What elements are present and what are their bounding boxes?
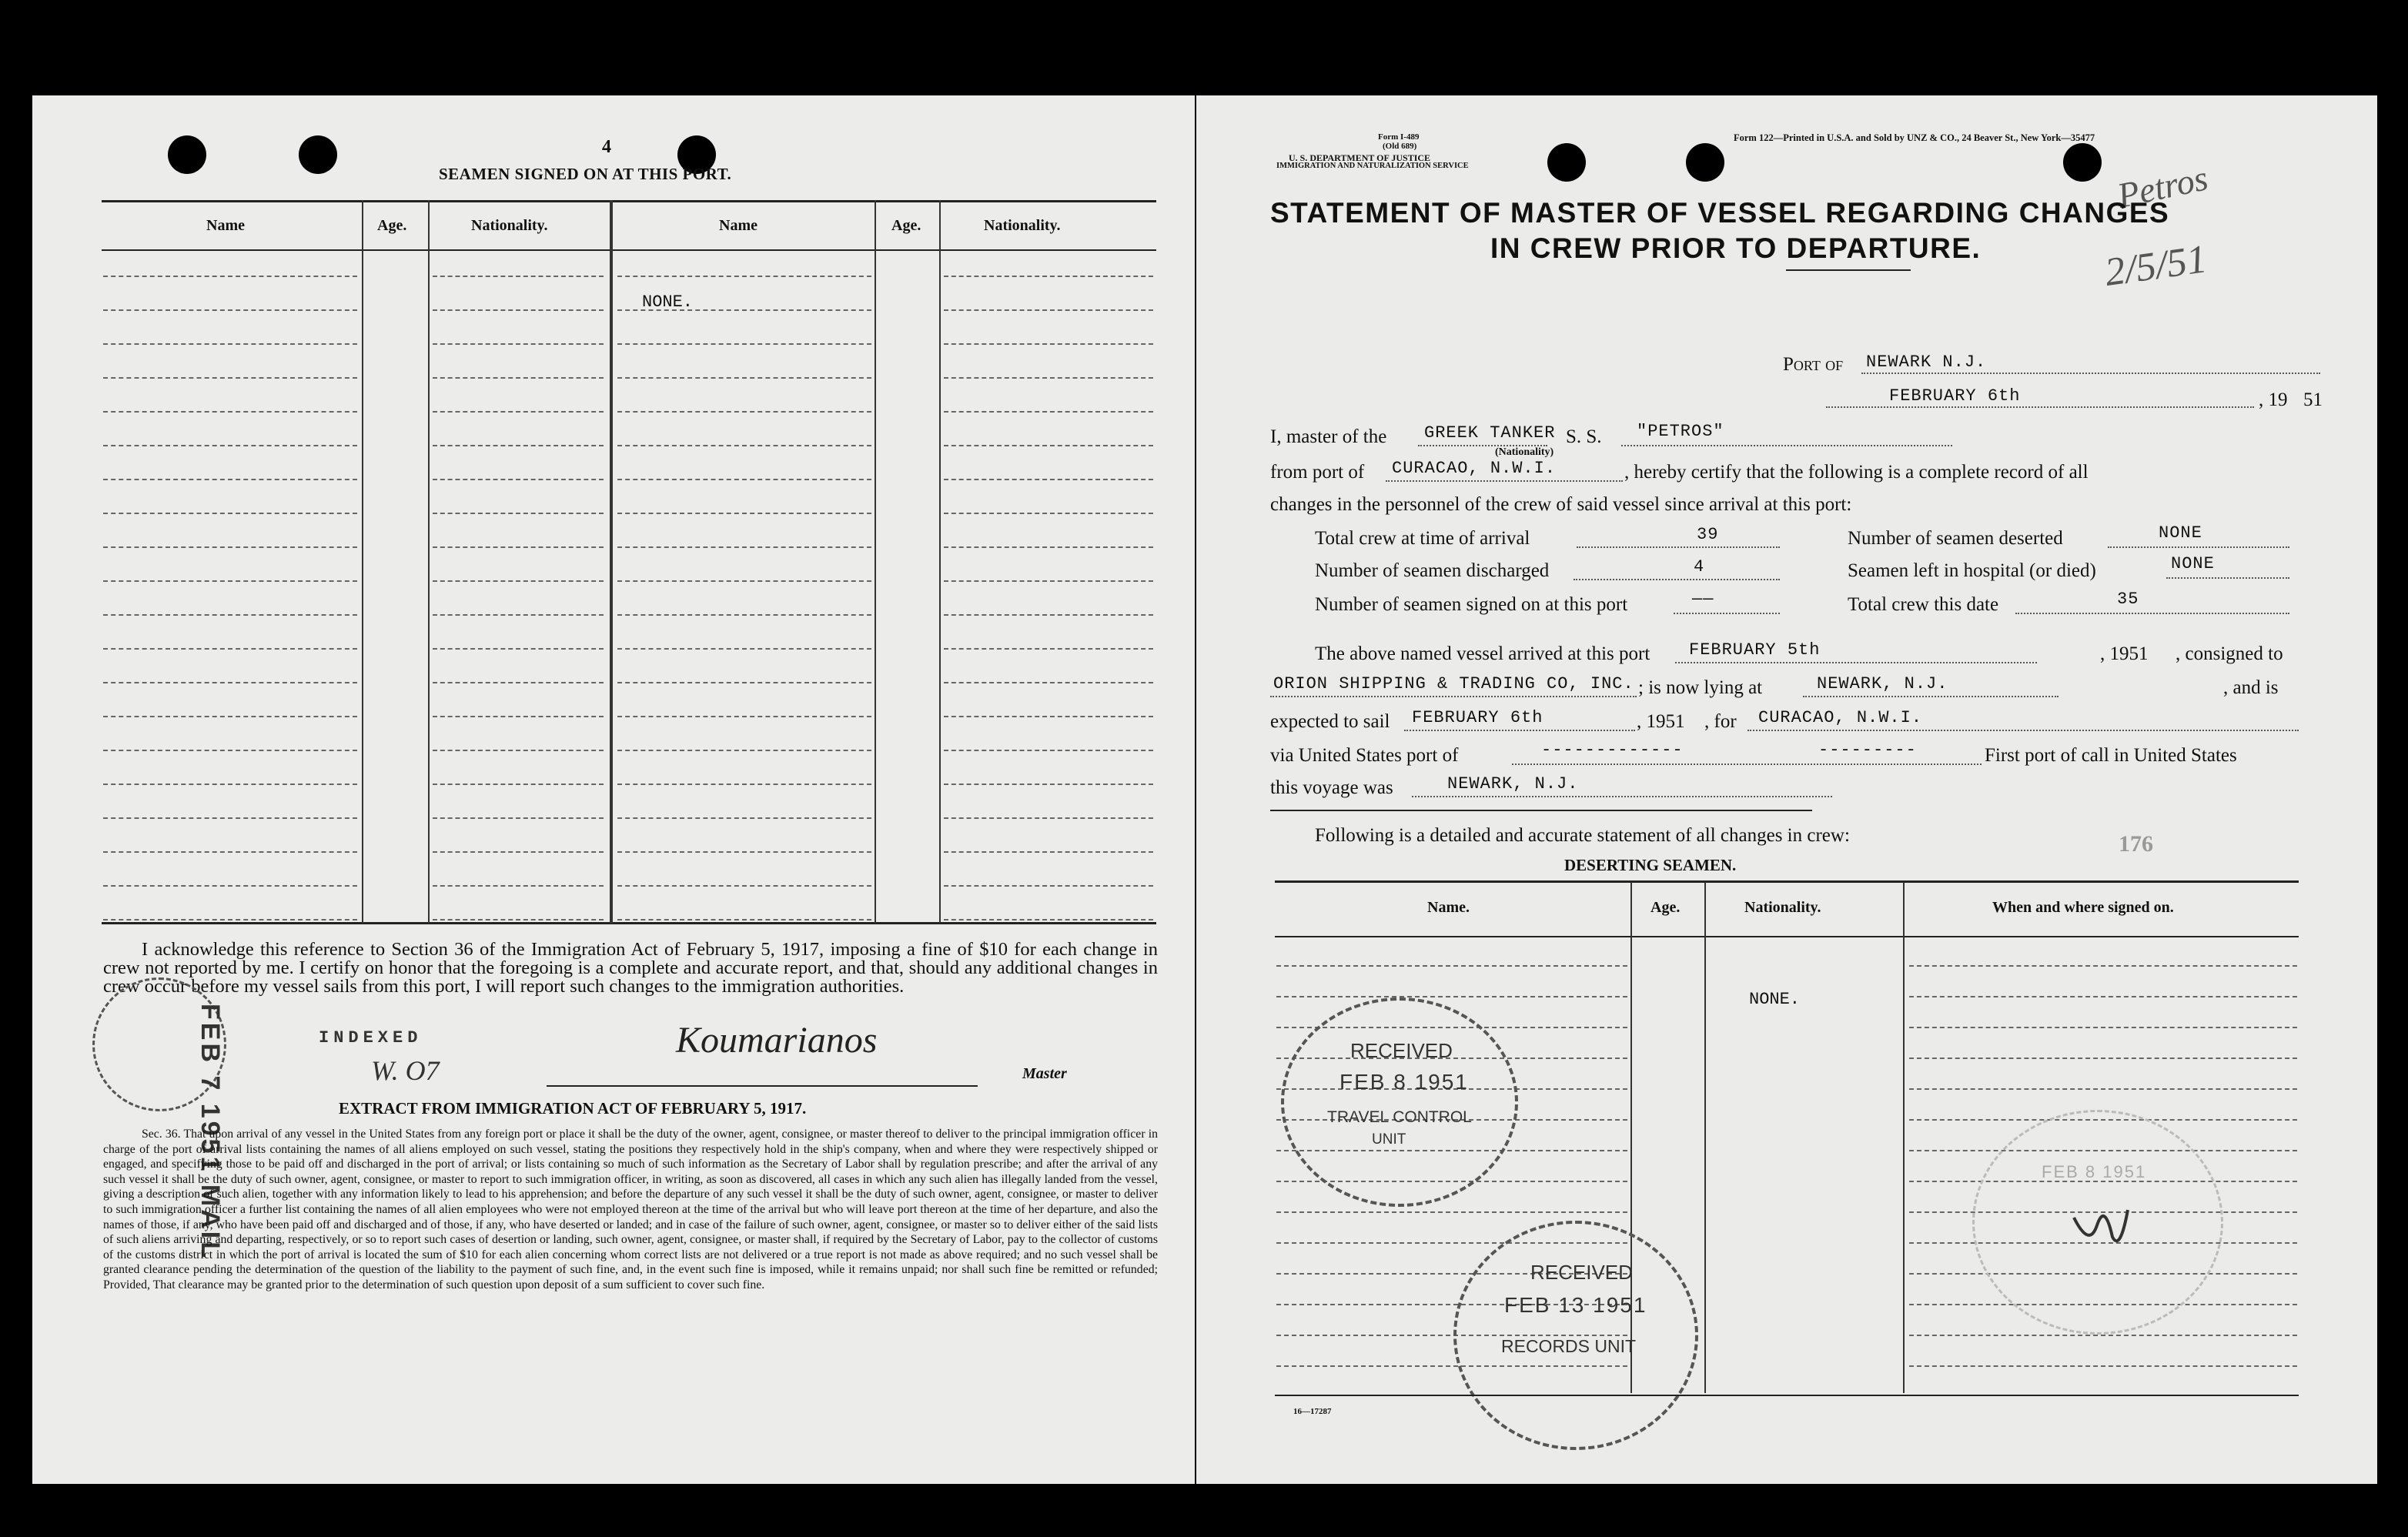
table-row-line <box>944 479 1153 480</box>
from-port-line <box>1386 480 1623 482</box>
punch-hole <box>1686 143 1724 182</box>
nationality-caption: (Nationality) <box>1495 446 1554 458</box>
ss-label: S. S. <box>1566 426 1602 447</box>
extract-heading: EXTRACT FROM IMMIGRATION ACT OF FEBRUARY 5, 1917. <box>339 1099 807 1118</box>
lying-line <box>1803 696 2059 697</box>
col-header-when-where: When and where signed on. <box>1992 899 2174 916</box>
table-row-line <box>103 411 357 413</box>
number-stamp: 176 <box>2119 831 2153 857</box>
col-divider <box>362 200 363 924</box>
table-row-line <box>433 377 604 379</box>
table-row-line <box>617 343 871 345</box>
stamp2-received: RECEIVED <box>1530 1261 1633 1284</box>
table-row-line <box>1909 1088 2297 1090</box>
signature-line <box>547 1085 978 1087</box>
expected-label: expected to sail <box>1270 711 1390 732</box>
service: IMMIGRATION AND NATURALIZATION SERVICE <box>1276 162 1469 170</box>
table-row-line <box>1276 1211 1627 1213</box>
col-header-name: Name. <box>1427 899 1470 916</box>
table-row-line <box>433 614 604 616</box>
col-divider <box>875 200 876 924</box>
for-label: , for <box>1704 711 1737 732</box>
punch-hole <box>2063 143 2102 182</box>
table-row-line <box>944 851 1153 853</box>
following-text: Following is a detailed and accurate statement of all changes in crew: <box>1315 825 1850 846</box>
table-row-line <box>944 648 1153 650</box>
certification-text: I acknowledge this reference to Section 36 of the Immigration Act of February 5, 1917, imposing a fine of $10 for each change in crew not reported by me. I certify on honor that the foregoing is a complete and accurate report, and that, should any additional changes in crew occur before my vessel sails from this port, I will report such changes to the immigration authorities. <box>103 939 1158 997</box>
stamp2-date: FEB 13 1951 <box>1504 1293 1647 1317</box>
arrived-label: The above named vessel arrived at this port <box>1315 643 1650 664</box>
stamp-initials: W. O7 <box>371 1055 440 1086</box>
consignee-line <box>1270 696 1637 697</box>
table-row-line <box>1276 996 1627 997</box>
master-of-the-label: I, master of the <box>1270 426 1387 447</box>
table-row-line <box>433 919 604 921</box>
seamen-signed-heading: SEAMEN SIGNED ON AT THIS PORT. <box>439 165 732 183</box>
col-divider <box>1903 882 1905 1393</box>
table-row-line <box>944 513 1153 514</box>
port-of-line <box>1861 373 2320 374</box>
seamen-hospital-value: NONE <box>2171 554 2215 573</box>
col-header-age: Age. <box>377 217 407 234</box>
and-is-label: , and is <box>2223 677 2279 698</box>
this-voyage-value: NEWARK, N.J. <box>1447 774 1579 794</box>
seamen-deserted-label: Number of seamen deserted <box>1848 528 2063 549</box>
certify-text-2: changes in the personnel of the crew of said vessel since arrival at this port: <box>1270 494 1852 515</box>
handwritten-date: 2/5/51 <box>2102 237 2210 295</box>
col-header-age: Age. <box>891 217 921 234</box>
table-row-line <box>944 885 1153 887</box>
table-row-line <box>944 343 1153 345</box>
table-row-line <box>944 411 1153 413</box>
from-port-label: from port of <box>1270 462 1365 483</box>
table-row-line <box>103 513 357 514</box>
table-row-line <box>617 614 871 616</box>
table-row-line <box>433 343 604 345</box>
year-prefix: , 19 <box>2259 389 2288 410</box>
total-crew-date-label: Total crew this date <box>1848 594 1999 615</box>
table-row-line <box>1909 1335 2297 1336</box>
table-row-line <box>617 411 871 413</box>
table-row-line <box>617 851 871 853</box>
table-row-line <box>433 479 604 480</box>
col-divider <box>428 200 430 924</box>
total-crew-arrival-value: 39 <box>1697 525 1719 544</box>
table-row-line <box>944 580 1153 582</box>
table-row-line <box>433 513 604 514</box>
this-voyage-underline <box>1270 810 1812 811</box>
table-row-line <box>433 276 604 277</box>
stamp1-line3: TRAVEL CONTROL <box>1327 1108 1472 1126</box>
seamen-deserted-line <box>2108 546 2289 548</box>
table-row-line <box>944 276 1153 277</box>
seamen-discharged-value: 4 <box>1694 557 1705 576</box>
table-row-line <box>944 682 1153 683</box>
first-port-label: First port of call in United States <box>1985 745 2237 766</box>
col-header-nationality: Nationality. <box>1744 899 1821 916</box>
seamen-signed-label: Number of seamen signed on at this port <box>1315 594 1628 615</box>
table-row-line <box>103 377 357 379</box>
initials-mark <box>2066 1195 2135 1256</box>
table-row-line <box>433 885 604 887</box>
punch-hole <box>1547 143 1586 182</box>
stamp1-line4: UNIT <box>1372 1131 1406 1148</box>
consigned-label: , consigned to <box>2176 643 2283 664</box>
title-underline <box>1786 269 1911 271</box>
col-header-name: Name <box>719 217 758 234</box>
this-voyage-line <box>1412 796 1832 797</box>
table-row-line <box>944 784 1153 785</box>
table-row-line <box>1909 1058 2297 1059</box>
deserting-seamen-heading: DESERTING SEAMEN. <box>1564 856 1737 874</box>
table-row-line <box>944 445 1153 446</box>
handwritten-ship-name: Petros <box>2113 158 2212 216</box>
for-line <box>1747 730 2299 731</box>
arrived-year: , 1951 <box>2100 643 2149 664</box>
port-of-value: NEWARK N.J. <box>1866 353 1987 372</box>
department: U. S. DEPARTMENT OF JUSTICE <box>1289 152 1431 163</box>
table-row-line <box>944 546 1153 548</box>
via-line <box>1512 763 1982 765</box>
consignee: ORION SHIPPING & TRADING CO, INC. <box>1273 674 1634 693</box>
table-row-line <box>944 377 1153 379</box>
table-row-line <box>1909 996 2297 997</box>
received-stamp-travel-control <box>1281 997 1518 1207</box>
via-value-2: --------- <box>1818 740 1917 760</box>
date-value: FEBRUARY 6th <box>1889 386 2021 406</box>
form-old-number: (Old 689) <box>1383 142 1417 151</box>
entry-none: NONE. <box>642 292 694 312</box>
table-row-line <box>103 817 357 819</box>
mail-stamp-text: FEB 7 1951 MAIL <box>196 1004 225 1261</box>
table-row-line <box>103 716 357 717</box>
table-row-line <box>617 784 871 785</box>
col-header-name: Name <box>206 217 245 234</box>
table-row-line <box>103 682 357 683</box>
table-row-line <box>944 919 1153 921</box>
arrived-value: FEBRUARY 5th <box>1689 640 1821 660</box>
table-row-line <box>103 784 357 785</box>
seamen-hospital-line <box>2166 577 2289 579</box>
seamen-signed-value: —— <box>1692 590 1714 609</box>
table-row-line <box>433 716 604 717</box>
table-row-line <box>617 648 871 650</box>
table-row-line <box>433 784 604 785</box>
table-row-line <box>944 750 1153 751</box>
table-row-line <box>1909 1365 2297 1367</box>
table-top-rule <box>1275 880 2299 883</box>
table-row-line <box>433 445 604 446</box>
table-row-line <box>617 479 871 480</box>
total-crew-date-value: 35 <box>2117 590 2139 609</box>
col-header-nationality: Nationality. <box>984 217 1061 234</box>
right-page <box>1196 95 2377 1484</box>
table-row-line <box>103 885 357 887</box>
table-row-line <box>103 445 357 446</box>
table-row-line <box>103 479 357 480</box>
indexed-stamp: INDEXED <box>319 1028 423 1047</box>
table-row-line <box>944 309 1153 311</box>
arrived-line <box>1675 662 2037 663</box>
form-number: Form I-489 <box>1378 132 1420 142</box>
table-row-line <box>433 546 604 548</box>
table-row-line <box>103 750 357 751</box>
table-row-line <box>617 716 871 717</box>
col-divider <box>939 200 941 924</box>
ship-name-line <box>1621 445 1952 446</box>
table-row-line <box>617 377 871 379</box>
stamp3-date: FEB 8 1951 <box>2042 1162 2147 1181</box>
col-header-nationality: Nationality. <box>471 217 548 234</box>
from-port-value: CURACAO, N.W.I. <box>1392 459 1557 478</box>
via-value-1: ------------- <box>1541 740 1684 760</box>
table-row-line <box>617 682 871 683</box>
total-crew-arrival-label: Total crew at time of arrival <box>1315 528 1530 549</box>
lying-value: NEWARK, N.J. <box>1817 674 1948 693</box>
seamen-signed-line <box>1674 613 1780 614</box>
table-row-line <box>433 817 604 819</box>
entry-none: NONE. <box>1749 990 1801 1009</box>
col-header-age: Age. <box>1650 899 1681 916</box>
seamen-discharged-label: Number of seamen discharged <box>1315 560 1550 581</box>
total-crew-arrival-line <box>1577 546 1780 548</box>
table-row-line <box>103 546 357 548</box>
seamen-hospital-label: Seamen left in hospital (or died) <box>1848 560 2096 581</box>
stamp1-date: FEB 8 1951 <box>1339 1070 1469 1094</box>
port-of-label: Port of <box>1783 354 1844 375</box>
table-row-line <box>433 851 604 853</box>
printer-line: Form 122—Printed in U.S.A. and Sold by UNZ & CO., 24 Beaver St., New York—35477 <box>1734 132 2095 143</box>
table-row-line <box>617 919 871 921</box>
table-row-line <box>433 411 604 413</box>
table-row-line <box>1909 965 2297 967</box>
table-row-line <box>103 919 357 921</box>
punch-hole <box>168 135 206 174</box>
table-row-line <box>103 309 357 311</box>
expected-value: FEBRUARY 6th <box>1412 708 1543 727</box>
vessel-nationality: GREEK TANKER <box>1424 423 1556 443</box>
table-row-line <box>944 817 1153 819</box>
table-row-line <box>617 750 871 751</box>
stamp2-line3: RECORDS UNIT <box>1501 1336 1637 1356</box>
table-row-line <box>617 513 871 514</box>
punch-hole <box>299 135 337 174</box>
table-row-line <box>103 851 357 853</box>
this-voyage-label: this voyage was <box>1270 777 1393 798</box>
table-row-line <box>617 580 871 582</box>
expected-year: , 1951 <box>1637 711 1685 732</box>
table-row-line <box>103 648 357 650</box>
table-top-rule <box>102 200 1156 202</box>
form-title-line1: STATEMENT OF MASTER OF VESSEL REGARDING CHANGES <box>1270 197 2170 229</box>
table-row-line <box>433 750 604 751</box>
master-label: Master <box>1022 1065 1067 1082</box>
seamen-discharged-line <box>1574 579 1780 580</box>
table-row-line <box>617 817 871 819</box>
expected-line <box>1404 730 1635 731</box>
table-row-line <box>617 276 871 277</box>
certify-text: , hereby certify that the following is a complete record of all <box>1624 462 2089 483</box>
stamp1-received: RECEIVED <box>1350 1039 1453 1062</box>
table-row-line <box>433 580 604 582</box>
table-row-line <box>433 309 604 311</box>
ship-name: "PETROS" <box>1637 422 1724 441</box>
via-label: via United States port of <box>1270 745 1459 766</box>
table-header-rule <box>102 249 1156 251</box>
received-stamp-records-unit <box>1453 1221 1698 1450</box>
table-row-line <box>103 276 357 277</box>
extract-text: Sec. 36. That upon arrival of any vessel in the United States from any foreign port or place it shall be the duty of the owner, agent, consignee, or master thereof to deliver to the principal immigration officer in charge of the port of arrival lists containing the names of all aliens employed on such vessel, stating the positions they respectively hold in the ship's company, when and where they were respectively shipped or engaged, and specifying those to be paid off and discharged in the port of arrival; or lists containing so much of such information as the Secretary of Labor shall by regulation prescribe; and after the arrival of any such vessel it shall be the duty of such owner, agent, consignee, or master to report to such immigration officer, in writing, as soon as discovered, all cases in which any such alien has illegally landed from the vessel, giving a description of such alien, together with any information likely to lead to his apprehension; and before the departure of any such vessel it shall be the duty of such owner, agent, consignee, or master to deliver to such immigration officer a further list containing the names of all alien employees who were not employed thereon at the time of the arrival but who will leave port thereon at the time of her departure, and also the names of those, if any, who have been paid off and discharged and of those, if any, who have deserted or landed; and in case of the failure of such owner, agent, consignee, or master so to deliver either of the said lists of such aliens arriving and departing, respectively, or so to report such cases of desertion or landing, such owner, agent, consignee, or master shall, if required by the Secretary of Labor, pay to the collector of customs of the customs district in which the port of arrival is located the sum of $10 for each alien concerning whom correct lists are not delivered or a true report is not made as above required; and no such vessel shall be granted clearance pending the determination of the question of the liability to the payment of such fine, and, in the event such fine is imposed, while it remains unpaid; nor shall such fine be remitted or refunded; Provided, That clearance may be granted prior to the determination of such question upon deposit of a sum sufficient to cover such fine. <box>103 1128 1158 1291</box>
table-row-line <box>617 885 871 887</box>
table-header-rule <box>1275 936 2299 937</box>
year-value: 51 <box>2303 389 2323 410</box>
table-row-line <box>944 614 1153 616</box>
table-bottom-rule <box>1275 1395 2299 1396</box>
left-page <box>32 95 1195 1484</box>
total-crew-date-line <box>2015 613 2289 614</box>
page-number: 4 <box>602 137 611 157</box>
table-row-line <box>1276 965 1627 967</box>
table-row-line <box>103 343 357 345</box>
table-row-line <box>617 445 871 446</box>
date-line <box>1826 406 2254 408</box>
col-divider <box>1704 882 1706 1393</box>
seamen-deserted-value: NONE <box>2159 523 2202 543</box>
lying-label: ; is now lying at <box>1638 677 1763 698</box>
for-value: CURACAO, N.W.I. <box>1758 708 1923 727</box>
table-row-line <box>103 614 357 616</box>
table-row-line <box>944 716 1153 717</box>
table-row-line <box>103 580 357 582</box>
table-row-line <box>433 682 604 683</box>
table-row-line <box>433 648 604 650</box>
table-row-line <box>1909 1027 2297 1028</box>
col-divider-center <box>610 200 613 924</box>
form-title-line2: IN CREW PRIOR TO DEPARTURE. <box>1490 232 1982 264</box>
master-signature: Koumarianos <box>676 1020 878 1061</box>
table-bottom-rule <box>102 922 1156 924</box>
footer-code: 16—17287 <box>1293 1407 1332 1416</box>
table-row-line <box>617 546 871 548</box>
